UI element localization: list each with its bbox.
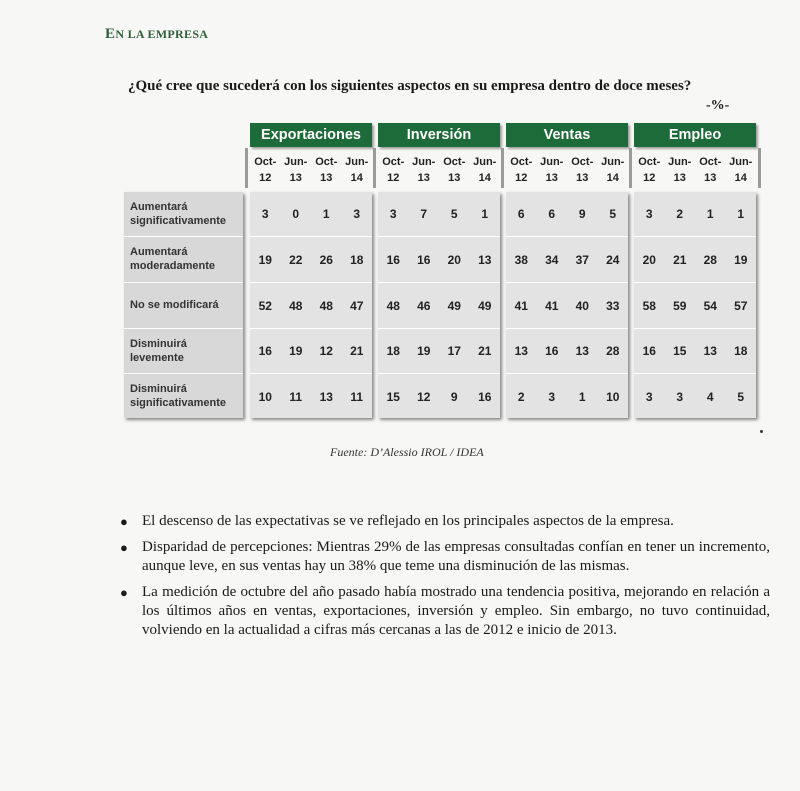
table-cell: 1 — [737, 207, 745, 221]
period-label — [567, 154, 598, 186]
row-divider — [634, 282, 756, 283]
period-year: 13 — [417, 172, 430, 184]
bullet-item — [118, 512, 770, 531]
period-label — [506, 154, 537, 186]
group-header: Inversión — [378, 123, 500, 147]
table-cell: 6 — [517, 207, 525, 221]
section-header-initial: E — [105, 26, 116, 42]
row-divider — [506, 236, 628, 237]
period-year: 13 — [289, 172, 302, 184]
period-year: 14 — [350, 172, 363, 184]
table-cell: 19 — [734, 252, 748, 267]
period-month: Jun- — [473, 156, 497, 168]
table-cell: 1 — [322, 207, 330, 221]
period-year: 12 — [643, 172, 656, 184]
table-cell: 20 — [447, 252, 461, 267]
period-row — [634, 154, 756, 186]
group-data-block — [378, 192, 500, 418]
period-month: Jun- — [345, 156, 369, 168]
table-cell: 49 — [447, 298, 461, 313]
table-cell: 16 — [478, 389, 492, 404]
bullet-dot-icon: ● — [120, 585, 128, 600]
bullet-text: El descenso de las expectativas se ve reflejado en los principales aspectos de la empresa. — [142, 513, 674, 529]
table-cell: 6 — [548, 207, 556, 221]
table-cell: 15 — [673, 344, 687, 358]
row-label-line2: significativamente — [130, 215, 226, 227]
period-month: Jun- — [540, 156, 564, 168]
period-month: Oct- — [443, 156, 466, 168]
bullet-dot-icon: ● — [120, 514, 128, 529]
table-cell: 57 — [734, 298, 748, 313]
row-divider — [634, 373, 756, 374]
period-month: Oct- — [699, 156, 722, 168]
table-cell: 17 — [447, 344, 461, 358]
group-data-block — [250, 192, 372, 418]
row-label-line1: Disminuirá — [130, 338, 187, 350]
row-divider — [506, 328, 628, 329]
table-cell: 3 — [676, 389, 684, 404]
period-label — [311, 154, 342, 186]
table-cell: 28 — [703, 252, 717, 267]
table-cell: 16 — [258, 344, 272, 358]
table-cell: 20 — [642, 252, 656, 267]
period-year: 13 — [704, 172, 717, 184]
table-cell: 59 — [673, 298, 687, 313]
row-label-column — [124, 192, 243, 418]
group-data-block — [506, 192, 628, 418]
period-month: Oct- — [315, 156, 338, 168]
table-cell: 46 — [417, 298, 431, 313]
period-year: 14 — [734, 172, 747, 184]
table-cell: 3 — [261, 207, 269, 221]
table-cell: 11 — [350, 389, 364, 404]
table-cell: 58 — [642, 298, 656, 313]
table-cell: 13 — [478, 252, 492, 267]
table-cell: 34 — [545, 252, 559, 267]
row-label — [130, 298, 219, 312]
table-cell: 48 — [289, 298, 303, 313]
table-cell: 2 — [517, 389, 525, 404]
table-cell: 11 — [289, 389, 303, 404]
period-label — [598, 154, 629, 186]
table-cell: 1 — [481, 207, 489, 221]
table-cell: 19 — [417, 344, 431, 358]
row-label-line1: Disminuirá — [130, 383, 187, 395]
group-separator — [245, 148, 248, 188]
table-cell: 10 — [258, 389, 272, 404]
period-label — [470, 154, 501, 186]
bullet-dot-icon: ● — [120, 540, 128, 555]
stray-dot — [760, 430, 763, 433]
period-year: 13 — [545, 172, 558, 184]
table-cell: 9 — [578, 207, 586, 221]
row-label-line2: levemente — [130, 352, 184, 364]
table-cell: 3 — [353, 207, 361, 221]
unit-label: -%- — [706, 98, 730, 113]
row-label — [130, 200, 226, 228]
row-divider — [124, 282, 243, 283]
table-cell: 5 — [737, 389, 745, 404]
table-cell: 12 — [319, 344, 333, 358]
row-divider — [250, 282, 372, 283]
table-cell: 16 — [545, 344, 559, 358]
row-divider — [378, 236, 500, 237]
period-label — [439, 154, 470, 186]
table-cell: 13 — [703, 344, 717, 358]
table-cell: 5 — [450, 207, 458, 221]
table-cell: 4 — [706, 389, 714, 404]
table-cell: 7 — [420, 207, 428, 221]
period-month: Oct- — [571, 156, 594, 168]
period-year: 12 — [259, 172, 272, 184]
row-label-line1: Aumentará — [130, 246, 188, 258]
source-note: Fuente: D’Alessio IROL / IDEA — [330, 445, 484, 459]
group-separator — [629, 148, 632, 188]
period-year: 13 — [448, 172, 461, 184]
group-separator — [373, 148, 376, 188]
row-divider — [124, 328, 243, 329]
row-divider — [634, 328, 756, 329]
period-row — [250, 154, 372, 186]
row-divider — [250, 328, 372, 329]
row-label-line2: moderadamente — [130, 260, 215, 272]
row-divider — [506, 282, 628, 283]
period-label — [726, 154, 757, 186]
table-cell: 33 — [606, 298, 620, 313]
period-label — [378, 154, 409, 186]
bullet-text: La medición de octubre del año pasado había mostrado una tendencia positiva, mejorando en relación a los últimos años en ventas, exportaciones, inversión y empleo. Sin embargo, no tuvo continuidad, volviendo en la actualidad a cifras más cercanas a las de 2012 e inicio de 2013. — [142, 584, 770, 638]
row-divider — [124, 373, 243, 374]
bullet-item — [118, 583, 770, 640]
period-label — [409, 154, 440, 186]
section-header — [105, 26, 208, 43]
period-year: 14 — [606, 172, 619, 184]
row-label — [130, 245, 215, 273]
row-divider — [250, 236, 372, 237]
group-header: Empleo — [634, 123, 756, 147]
table-cell: 15 — [386, 389, 400, 404]
table-cell: 54 — [703, 298, 717, 313]
table-cell: 41 — [545, 298, 559, 313]
period-year: 12 — [387, 172, 400, 184]
row-label-line1: No se modificará — [130, 299, 219, 311]
group-separator — [501, 148, 504, 188]
section-header-rest: N LA EMPRESA — [115, 27, 209, 41]
period-label — [537, 154, 568, 186]
table-cell: 16 — [642, 344, 656, 358]
period-label — [634, 154, 665, 186]
table-cell: 28 — [606, 344, 620, 358]
table-cell: 0 — [292, 207, 300, 221]
period-label — [250, 154, 281, 186]
row-divider — [250, 373, 372, 374]
period-month: Jun- — [668, 156, 692, 168]
table-cell: 49 — [478, 298, 492, 313]
group-header: Exportaciones — [250, 123, 372, 147]
row-divider — [506, 373, 628, 374]
table-cell: 13 — [514, 344, 528, 358]
period-year: 13 — [576, 172, 589, 184]
period-month: Oct- — [510, 156, 533, 168]
table-cell: 21 — [350, 344, 364, 358]
table-cell: 3 — [389, 207, 397, 221]
table-cell: 19 — [289, 344, 303, 358]
table-cell: 3 — [645, 207, 653, 221]
table-cell: 21 — [673, 252, 687, 267]
table-cell: 48 — [319, 298, 333, 313]
row-label — [130, 382, 226, 410]
group-header: Ventas — [506, 123, 628, 147]
table-cell: 18 — [350, 252, 364, 267]
table-cell: 2 — [676, 207, 684, 221]
period-month: Jun- — [601, 156, 625, 168]
table-cell: 16 — [417, 252, 431, 267]
table-cell: 52 — [258, 298, 272, 313]
period-label — [281, 154, 312, 186]
table-cell: 3 — [645, 389, 653, 404]
table-cell: 18 — [734, 344, 748, 358]
period-label — [665, 154, 696, 186]
row-label-line1: Aumentará — [130, 201, 188, 213]
period-year: 12 — [515, 172, 528, 184]
row-divider — [634, 236, 756, 237]
table-cell: 22 — [289, 252, 303, 267]
row-divider — [378, 328, 500, 329]
period-month: Jun- — [412, 156, 436, 168]
table-cell: 13 — [575, 344, 589, 358]
period-year: 13 — [673, 172, 686, 184]
table-cell: 3 — [548, 389, 556, 404]
table-cell: 13 — [319, 389, 333, 404]
row-label-line2: significativamente — [130, 397, 226, 409]
table-cell: 16 — [386, 252, 400, 267]
period-row — [378, 154, 500, 186]
row-divider — [378, 373, 500, 374]
table-cell: 18 — [386, 344, 400, 358]
bullet-item — [118, 538, 770, 576]
period-month: Oct- — [638, 156, 661, 168]
question-title: ¿Qué cree que sucederá con los siguientes aspectos en su empresa dentro de doce meses? — [128, 78, 692, 94]
table-cell: 40 — [575, 298, 589, 313]
period-label — [695, 154, 726, 186]
table-cell: 37 — [575, 252, 589, 267]
period-month: Jun- — [284, 156, 308, 168]
table-cell: 9 — [450, 389, 458, 404]
row-divider — [124, 236, 243, 237]
table-cell: 10 — [606, 389, 620, 404]
period-year: 14 — [478, 172, 491, 184]
table-cell: 26 — [319, 252, 333, 267]
table-cell: 47 — [350, 298, 364, 313]
period-month: Oct- — [382, 156, 405, 168]
table-cell: 24 — [606, 252, 620, 267]
table-cell: 38 — [514, 252, 528, 267]
table-cell: 21 — [478, 344, 492, 358]
period-month: Oct- — [254, 156, 277, 168]
table-cell: 1 — [706, 207, 714, 221]
bullet-text: Disparidad de percepciones: Mientras 29% de las empresas consultadas confían en tener un incremento, aunque leve, en sus ventas hay un 38% que teme una disminución de las mismas. — [142, 539, 770, 574]
row-label — [130, 337, 187, 365]
period-month: Jun- — [729, 156, 753, 168]
table-cell: 1 — [578, 389, 586, 404]
group-separator — [758, 148, 761, 188]
row-divider — [378, 282, 500, 283]
period-year: 13 — [320, 172, 333, 184]
bullet-list — [118, 512, 770, 647]
table-cell: 5 — [609, 207, 617, 221]
table-cell: 12 — [417, 389, 431, 404]
group-data-block — [634, 192, 756, 418]
table-cell: 48 — [386, 298, 400, 313]
table-cell: 19 — [258, 252, 272, 267]
table-cell: 41 — [514, 298, 528, 313]
period-label — [342, 154, 373, 186]
period-row — [506, 154, 628, 186]
